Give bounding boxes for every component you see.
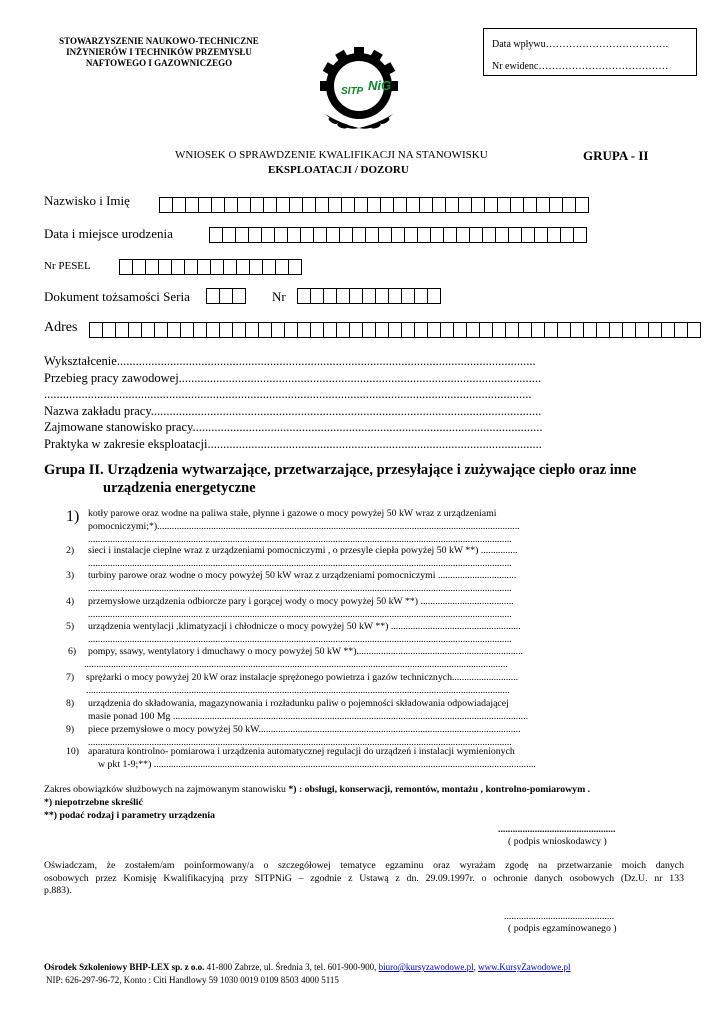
item-5-dots[interactable]: ............................................................................................................................................................................. — [88, 634, 512, 645]
item-9-dots[interactable]: ............................................................................................................................................................................. — [88, 737, 512, 748]
scope-prefix: Zakres obowiązków służbowych na zajmowanym stanowisku — [44, 784, 289, 795]
registry-number: Nr ewidenc………………………………… — [492, 61, 669, 72]
org-line-2: INŻYNIERÓW I TECHNIKÓW PRZEMYSŁU — [66, 47, 252, 57]
item-1-text-cont[interactable]: pomocniczymi;*).................................................................................................................................................... — [88, 521, 520, 532]
item-4-dots[interactable]: ............................................................................................................................................................................. — [88, 609, 512, 620]
item-6-text[interactable]: pompy, ssawy, wentylatory i dmuchawy o mocy powyżej 50 kW **).................................................................... — [88, 646, 524, 657]
address-label: Adres — [44, 320, 78, 335]
organization-name — [40, 36, 278, 69]
pesel-input-boxes[interactable] — [120, 259, 302, 275]
id-number-boxes[interactable] — [298, 288, 441, 304]
item-10-text: aparatura kontrolno- pomiarowa i urządzenia automatycznej regulacji do urządzeń i instalacji wymienionych — [88, 746, 515, 757]
item-3-text[interactable]: turbiny parowe oraz wodne o mocy powyżej 50 kW wraz z urządzeniami pomocniczymi ................................ — [88, 570, 517, 581]
section-heading-line-1: Grupa II. Urządzenia wytwarzające, przetwarzające, przesyłające i zużywające ciepło oraz inne — [44, 462, 637, 478]
work-history-continued-line[interactable]: ............................................................................................................................................................ — [44, 387, 532, 401]
item-3-number: 3) — [66, 570, 75, 581]
id-document-label: Dokument tożsamości Seria — [44, 289, 190, 304]
item-2-dots[interactable]: ............................................................................................................................................................................. — [88, 558, 512, 569]
footer-company: Ośrodek Szkoleniowy BHP-LEX sp. z o.o. — [44, 962, 205, 972]
group-label: GRUPA - II — [583, 148, 649, 163]
footer-website-link[interactable]: www.KursyZawodowe.pl — [478, 962, 571, 972]
note-strike: *) niepotrzebne skreślić — [44, 797, 143, 808]
declaration — [44, 860, 684, 898]
item-7-dots[interactable]: ............................................................................................................................................................................. — [86, 685, 510, 696]
item-4-text[interactable]: przemysłowe urządzenia odbiorcze pary i gorącej wody o mocy powyżej 50 kW **) ...................................... — [88, 596, 514, 607]
declaration-line-2: osobowych przez Komisję Kwalifikacyjną przy SITPNiG – zgodnie z Ustawą z dn. 29.09.1997r. o ochronie danych osobowych (Dz.U. nr 133 — [44, 872, 684, 884]
scope-options[interactable]: *) : obsługi, konserwacji, remontów, montażu , kontrolno-pomiarowym . — [288, 784, 591, 795]
footer-separator: , — [473, 962, 479, 972]
name-label: Nazwisko i Imię — [44, 193, 130, 208]
item-2-number: 2) — [66, 545, 75, 556]
footer-line-2: NIP: 626-297-96-72, Konto : Citi Handlowy 59 1030 0019 0109 8503 4000 5115 — [46, 975, 339, 985]
section-heading-line-2: urządzenia energetyczne — [103, 480, 256, 496]
footer-email-link[interactable]: biuro@kursyzawodowe.pl — [378, 962, 474, 972]
registry-box — [483, 28, 697, 76]
examinee-signature-line[interactable]: ............................................. — [504, 911, 615, 922]
form-title-line-1: WNIOSEK O SPRAWDZENIE KWALIFIKACJI NA STANOWISKU — [175, 149, 488, 161]
name-input-boxes[interactable] — [160, 197, 589, 213]
note-params: **) podać rodzaj i parametry urządzenia — [44, 810, 215, 821]
item-5-number: 5) — [66, 621, 75, 632]
item-4-number: 4) — [66, 596, 75, 607]
item-1-text: kotły parowe oraz wodne na paliwa stałe, płynne i gazowe o mocy powyżej 50 kW wraz z urządzeniami — [88, 508, 497, 519]
item-6-number: 6) — [68, 646, 77, 657]
item-1-dots[interactable]: ............................................................................................................................................................................. — [88, 534, 512, 545]
workplace-line[interactable]: Nazwa zakładu pracy............................................................................................................................. — [44, 403, 542, 418]
address-input-boxes[interactable] — [90, 322, 701, 338]
item-9-number: 9) — [66, 724, 75, 735]
item-2-text[interactable]: sieci i instalacje cieplne wraz z urządzeniami pomocniczymi , o przesyle ciepła powyżej 50 kW **) ............... — [88, 545, 518, 556]
item-10-number: 10) — [66, 746, 80, 757]
svg-text:NiG: NiG — [368, 78, 392, 93]
item-7-number: 7) — [66, 672, 75, 683]
education-line[interactable]: Wykształcenie...................................................................................................................................... — [44, 354, 536, 368]
org-line-3: NAFTOWEGO I GAZOWNICZEGO — [85, 58, 233, 68]
practice-line[interactable]: Praktyka w zakresie eksploatacji........................................................................................................... — [44, 436, 542, 451]
item-9-text[interactable]: piece przemysłowe o mocy powyżej 50 kW........................................................................................................... — [88, 724, 521, 735]
applicant-signature-line[interactable]: ................................................ — [498, 824, 616, 835]
item-10-text-cont[interactable]: w pkt 1-9;**) ............................................................................................................................................................ — [98, 759, 536, 770]
item-6-dots[interactable]: ............................................................................................................................................................................. — [84, 659, 508, 670]
work-history-line[interactable]: Przebieg pracy zawodowej.................................................................................................................... — [44, 370, 542, 385]
item-7-text[interactable]: sprężarki o mocy powyżej 20 kW oraz instalacje sprężonego powietrza i gazów technicznych........................... — [86, 672, 519, 683]
position-line[interactable]: Zajmowane stanowisko pracy................................................................................................................ — [44, 420, 543, 434]
item-8-text-cont[interactable]: masie ponad 100 Mg ................................................................................................................................................. — [88, 711, 529, 722]
id-number-label: Nr — [272, 289, 286, 304]
info-lines — [44, 353, 584, 452]
applicant-signature-label: ( podpis wnioskodawcy ) — [508, 836, 607, 847]
id-series-boxes[interactable] — [207, 288, 246, 304]
declaration-line-1: Oświadczam, że zostałem/am poinformowany/a o szczegółowej tematyce egzaminu oraz wyrażam zgodę na przetwarzanie moich danych — [44, 860, 684, 871]
item-1-number: 1) — [66, 508, 80, 525]
pesel-label: Nr PESEL — [44, 260, 91, 272]
item-3-dots[interactable]: ............................................................................................................................................................................. — [88, 583, 512, 594]
birth-label: Data i miejsce urodzenia — [44, 226, 173, 241]
sitpnig-logo — [305, 44, 413, 136]
item-8-text: urządzenia do składowania, magazynowania i rozładunku paliw o pojemności składowania odpowiadającej — [88, 698, 509, 709]
scope-line — [44, 784, 590, 795]
item-5-text[interactable]: urządzenia wentylacji ,klimatyzacji i chłodnicze o mocy powyżej 50 kW **) ..................................................... — [88, 621, 521, 632]
registry-date: Data wpływu………………………………. — [492, 39, 669, 50]
declaration-line-3: p.883). — [44, 885, 72, 896]
svg-text:SITP: SITP — [341, 86, 364, 97]
examinee-signature-label: ( podpis egzaminowanego ) — [508, 923, 617, 934]
org-line-1: STOWARZYSZENIE NAUKOWO-TECHNICZNE — [59, 36, 259, 46]
birth-input-boxes[interactable] — [210, 227, 587, 243]
form-title-line-2: EKSPLOATACJI / DOZORU — [268, 164, 409, 176]
footer-address: 41-800 Zabrze, ul. Średnia 3, tel. 601-900-900, — [204, 962, 379, 972]
item-8-number: 8) — [66, 698, 75, 709]
footer-line-1 — [44, 962, 571, 972]
